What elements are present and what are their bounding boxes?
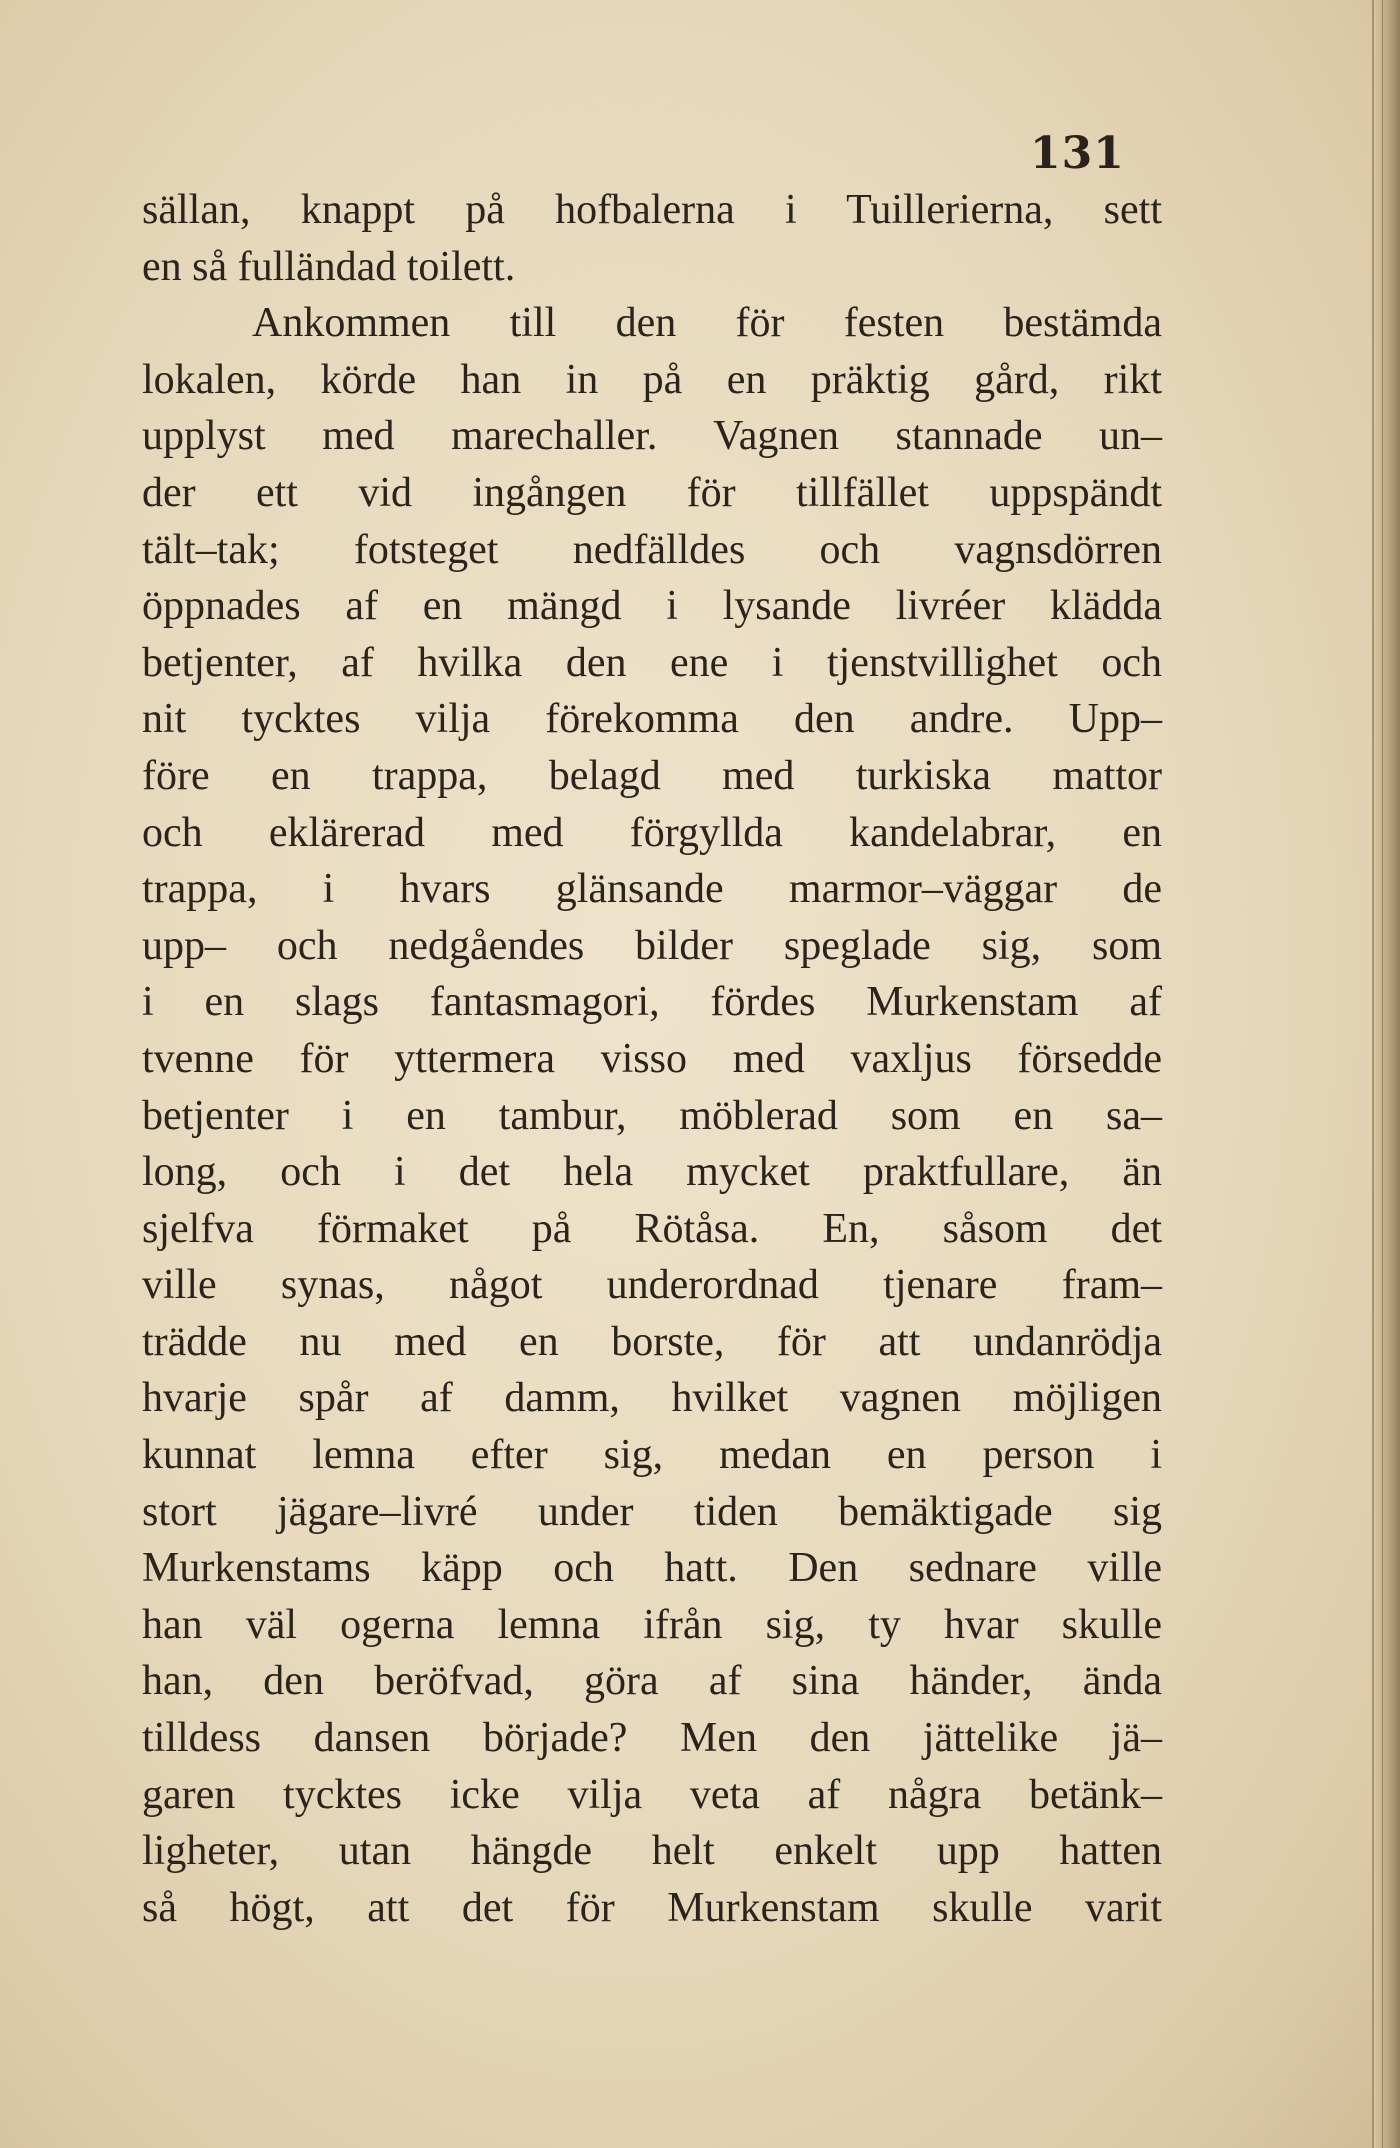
text-line: Murkenstams käpp och hatt. Den sednare ville bbox=[142, 1545, 1162, 1592]
text-line: hvarje spår af damm, hvilket vagnen möjligen bbox=[142, 1375, 1162, 1422]
text-line: trappa, i hvars glänsande marmor–väggar de bbox=[142, 866, 1162, 913]
text-line: betjenter, af hvilka den ene i tjenstvillighet och bbox=[142, 639, 1162, 686]
text-line: betjenter i en tambur, möblerad som en sa– bbox=[142, 1092, 1162, 1139]
text-line: tält–tak; fotsteget nedfälldes och vagnsdörren bbox=[142, 526, 1162, 573]
text-line: öppnades af en mängd i lysande livréer klädda bbox=[142, 583, 1162, 630]
text-line: tilldess dansen började? Men den jättelike jä– bbox=[142, 1715, 1162, 1762]
page-number: 131 bbox=[1030, 128, 1125, 179]
book-gutter bbox=[1372, 0, 1400, 2148]
text-line: nit tycktes vilja förekomma den andre. Upp– bbox=[142, 696, 1162, 743]
text-line: kunnat lemna efter sig, medan en person i bbox=[142, 1432, 1162, 1479]
text-line: tvenne för yttermera visso med vaxljus försedde bbox=[142, 1035, 1162, 1082]
text-line: upp– och nedgåendes bilder speglade sig, som bbox=[142, 922, 1162, 969]
text-line: long, och i det hela mycket praktfullare, än bbox=[142, 1149, 1162, 1196]
text-line: i en slags fantasmagori, fördes Murkenstam af bbox=[142, 979, 1162, 1026]
text-line: sjelfva förmaket på Rötåsa. En, såsom det bbox=[142, 1205, 1162, 1252]
text-line: trädde nu med en borste, för att undanrödja bbox=[142, 1318, 1162, 1365]
body-text bbox=[142, 182, 1162, 1936]
text-line: så högt, att det för Murkenstam skulle varit bbox=[142, 1884, 1162, 1931]
text-line: före en trappa, belagd med turkiska mattor bbox=[142, 752, 1162, 799]
text-line: och eklärerad med förgyllda kandelabrar, en bbox=[142, 809, 1162, 856]
text-line: han väl ogerna lemna ifrån sig, ty hvar skulle bbox=[142, 1601, 1162, 1648]
text-line: der ett vid ingången för tillfället uppspändt bbox=[142, 469, 1162, 516]
text-line: ville synas, något underordnad tjenare fram– bbox=[142, 1262, 1162, 1309]
text-line: ligheter, utan hängde helt enkelt upp hatten bbox=[142, 1828, 1162, 1875]
text-line: lokalen, körde han in på en präktig gård, rikt bbox=[142, 356, 1162, 403]
text-line: en så fulländad toilett. bbox=[142, 243, 516, 290]
text-line: upplyst med marechaller. Vagnen stannade un– bbox=[142, 413, 1162, 460]
text-line: garen tycktes icke vilja veta af några betänk– bbox=[142, 1771, 1162, 1818]
text-line: stort jägare–livré under tiden bemäktigade sig bbox=[142, 1488, 1162, 1535]
text-line: sällan, knappt på hofbalerna i Tuillerierna, sett bbox=[142, 187, 1162, 233]
text-line: Ankommen till den för festen bestämda bbox=[252, 300, 1162, 347]
text-line: han, den beröfvad, göra af sina händer, ända bbox=[142, 1658, 1162, 1705]
